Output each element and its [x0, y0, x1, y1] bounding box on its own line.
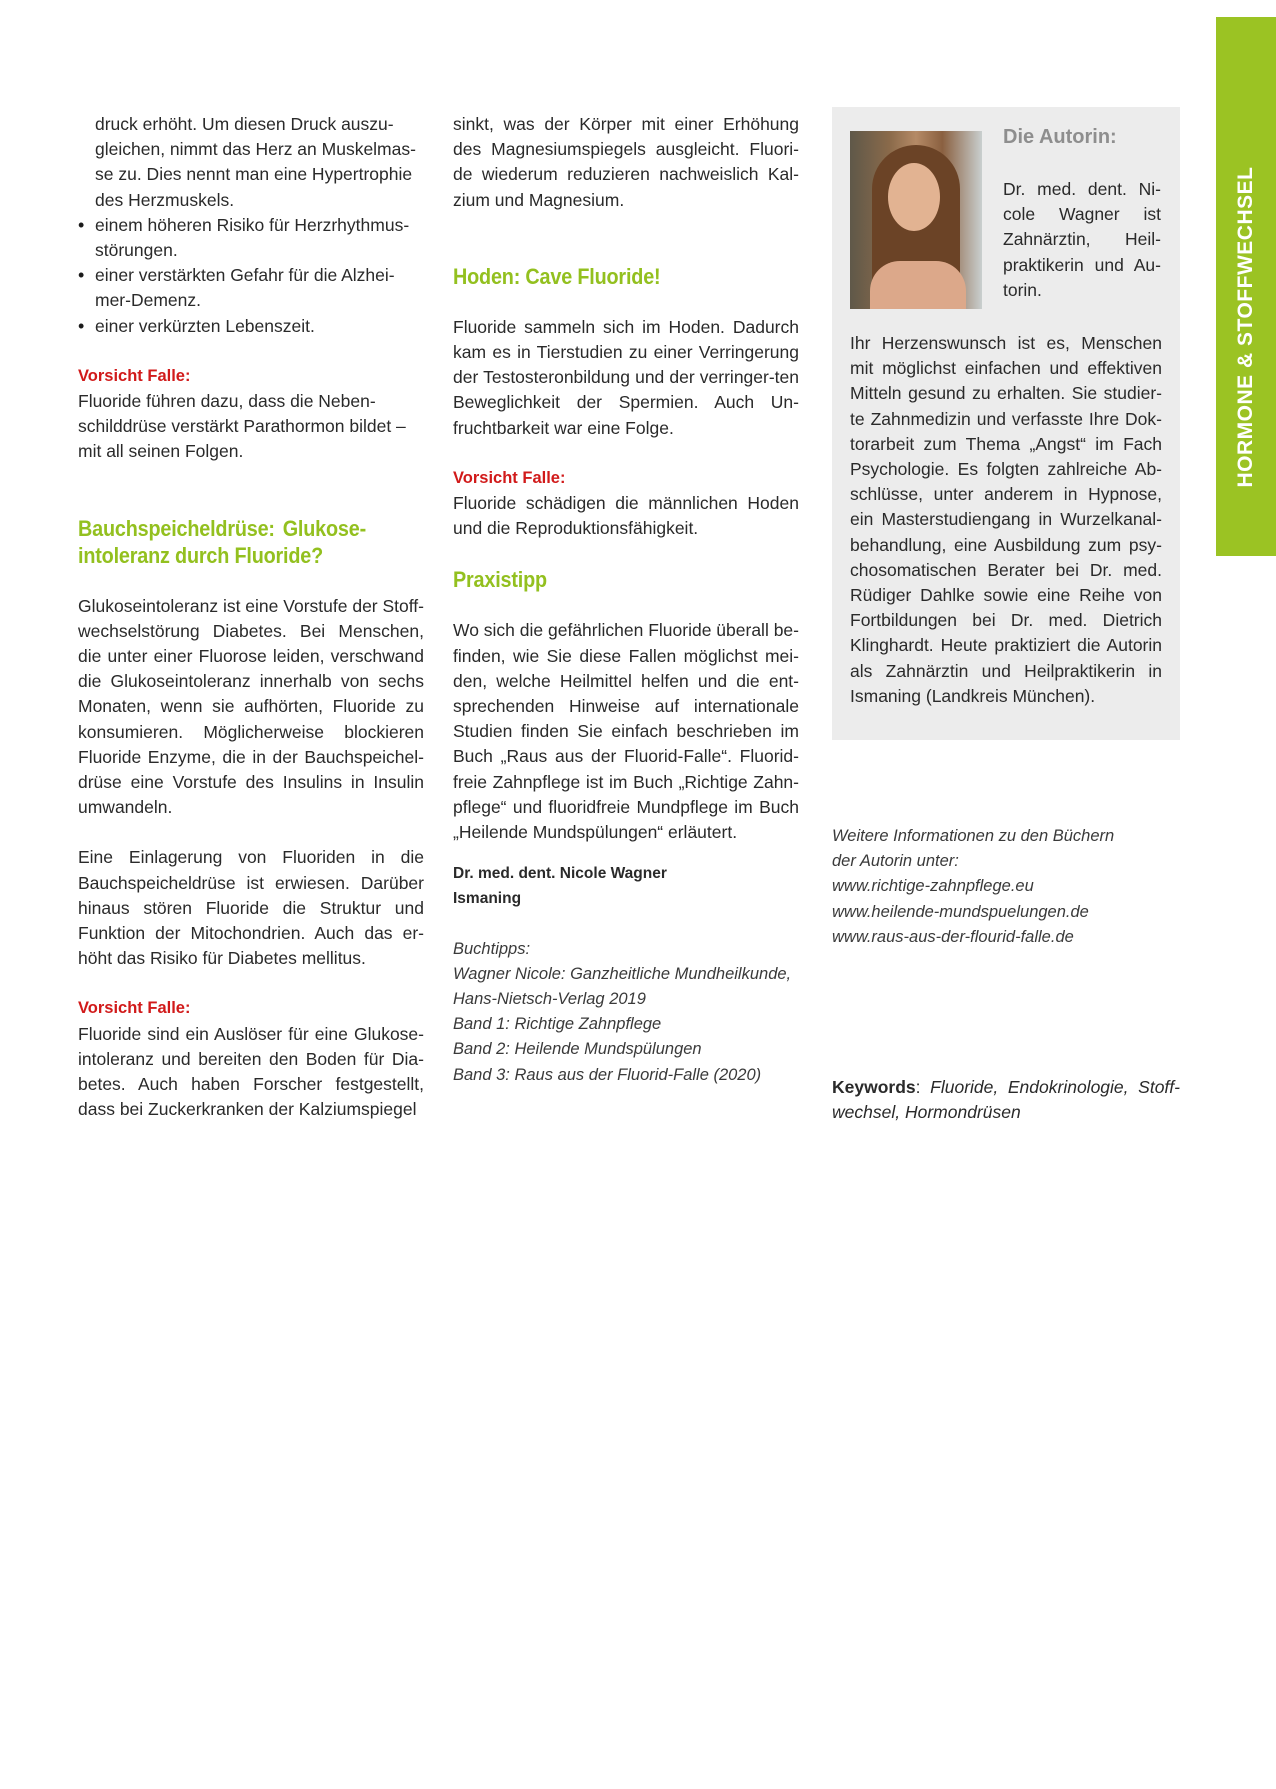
warning-text: Fluoride führen dazu, dass die Neben-schilddrüse verstärkt Parathormon bildet – mit all seinen Folgen.: [78, 391, 406, 462]
book-tip-line: Hans-Nietsch-Verlag 2019: [453, 990, 646, 1009]
section-heading: Bauchspeicheldrüse: Glukose-intoleranz durch Fluoride?: [78, 515, 366, 568]
paragraph: Glukoseintoleranz ist eine Vorstufe der Stoff-wechselstörung Diabetes. Bei Menschen, die unter einer Fluorose leiden, verschwand die Glukoseintoleranz innerhalb von sechs Monaten, wenn sie aufhörten, Fluoride zu konsumieren. Möglicherweise blockieren Fluoride Enzyme, die in der Bauchspeichel-drüse eine Vorstufe des Insulins in Insulin umwandeln.: [78, 595, 424, 818]
author-photo: [850, 131, 982, 309]
bullet-list: [78, 213, 424, 339]
bullet-item: • einer verkürzten Lebenszeit.: [78, 314, 424, 339]
column-1: [78, 112, 424, 1123]
more-info-line: Weitere Informationen zu den Büchern: [832, 827, 1115, 845]
more-info-line: der Autorin unter:: [832, 852, 959, 871]
intro-line: se zu. Dies nennt man eine Hypertrophie: [95, 164, 413, 185]
column-2: [453, 112, 799, 1088]
warning-text: Fluoride sind ein Auslöser für eine Glukose-intoleranz und bereiten den Boden für Dia-betes. Auch haben Forscher festgestellt, dass bei Zuckerkranken der Kalziumspiegel: [78, 1023, 424, 1120]
author-short-bio: Dr. med. dent. Ni-cole Wagner ist Zahnärztin, Heil-praktikerin und Au-torin.: [1003, 179, 1161, 300]
signature-place: Ismaning: [453, 890, 522, 908]
section-heading: Praxistipp: [453, 567, 547, 593]
intro-indented: [78, 112, 424, 213]
section-heading: Hoden: Cave Fluoride!: [453, 263, 661, 289]
more-info-link[interactable]: www.raus-aus-der-flourid-falle.de: [832, 927, 1074, 946]
warning-label: Vorsicht Falle:: [78, 366, 191, 385]
author-title: Die Autorin:: [1003, 126, 1117, 148]
book-tips: [453, 937, 799, 1088]
bullet-item: • einem höheren Risiko für Herzrhythmus-störungen.: [78, 213, 424, 263]
bullet-item: • einer verstärkten Gefahr für die Alzhei-mer-Demenz.: [78, 263, 424, 313]
intro-line: des Herzmuskels.: [95, 189, 235, 210]
book-tip-line: Band 2: Heilende Mundspülungen: [453, 1040, 702, 1059]
warning-label: Vorsicht Falle:: [78, 999, 191, 1018]
warning-label: Vorsicht Falle:: [453, 468, 566, 487]
book-tip-line: Band 1: Richtige Zahnpflege: [453, 1015, 662, 1034]
paragraph: Fluoride sammeln sich im Hoden. Dadurch kam es in Tierstudien zu einer Verringerung der Testosteronbildung und der verringer-ten Beweglichkeit der Spermien. Auch Un-fruchtbarkeit war eine Folge.: [453, 316, 799, 438]
signature-name: Dr. med. dent. Nicole Wagner: [453, 865, 667, 883]
section-tab: [1216, 17, 1276, 556]
more-info-link[interactable]: www.heilende-mundspuelungen.de: [832, 902, 1089, 921]
keywords-label: Keywords: [832, 1077, 916, 1097]
book-tip-line: Band 3: Raus aus der Fluorid-Falle (2020): [453, 1065, 762, 1084]
paragraph: Wo sich die gefährlichen Fluoride überall be-finden, wie Sie diese Fallen möglichst mei-den, welche Heilmittel helfen und die ent-sprechenden Hinweise auf internationale Studien finden Sie einfach beschrieben im Buch „Raus aus der Fluorid-Falle“. Fluorid-freie Zahnpflege ist im Buch „Richtige Zahn-pflege“ und fluoridfreie Mundpflege im Buch „Heilende Mundspülungen“ erläutert.: [453, 620, 799, 843]
keywords-text: Fluoride, Endokrinologie, Stoff-wechsel, Hormondrüsen: [832, 1077, 1180, 1123]
book-tip-line: Buchtipps:: [453, 939, 531, 958]
intro-line: gleichen, nimmt das Herz an Muskelmas-: [95, 139, 416, 160]
section-tab-label: HORMONE & STOFFWECHSEL: [1234, 166, 1257, 488]
more-info-link[interactable]: www.richtige-zahnpflege.eu: [832, 877, 1034, 896]
intro-line: druck erhöht. Um diesen Druck auszu-: [95, 114, 394, 134]
more-info: [832, 824, 1180, 950]
paragraph: sinkt, was der Körper mit einer Erhöhung des Magnesiumspiegels ausgleicht. Fluori-de wiederum reduzieren nachweislich Kal-zium und Magnesium.: [453, 114, 799, 210]
book-tip-line: Wagner Nicole: Ganzheitliche Mundheilkunde,: [453, 964, 792, 983]
paragraph: Eine Einlagerung von Fluoriden in die Bauchspeicheldrüse ist erwiesen. Darüber hinaus stören Fluoride die Struktur und Funktion der Mitochondrien. Auch das er-höht das Risiko für Diabetes mellitus.: [78, 847, 424, 969]
author-long-bio: Ihr Herzenswunsch ist es, Menschen mit möglichst einfachen und effektiven Mitteln gesund zu erhalten. Sie studier-te Zahnmedizin und verfasste Ihre Dok-torarbeit zum Thema „Angst“ im Fach Psychologie. Es folgten zahlreiche Ab-schlüsse, unter anderem in Hypnose, ein Masterstudiengang in Wurzelkanal-behandlung, eine Ausbildung zum psy-chosomatischen Berater bei Dr. med. Rüdiger Dahlke sowie eine Reihe von Fortbildungen bei Dr. med. Dietrich Klinghardt. Heute praktiziert die Autorin als Zahnärztin und Heilpraktikerin in Ismaning (Landkreis München).: [850, 333, 1162, 706]
warning-text: Fluoride schädigen die männlichen Hoden und die Reproduktionsfähigkeit.: [453, 493, 799, 539]
keywords: Keywords: Fluoride, Endokrinologie, Stoff-wechsel, Hormondrüsen: [832, 1077, 1180, 1123]
